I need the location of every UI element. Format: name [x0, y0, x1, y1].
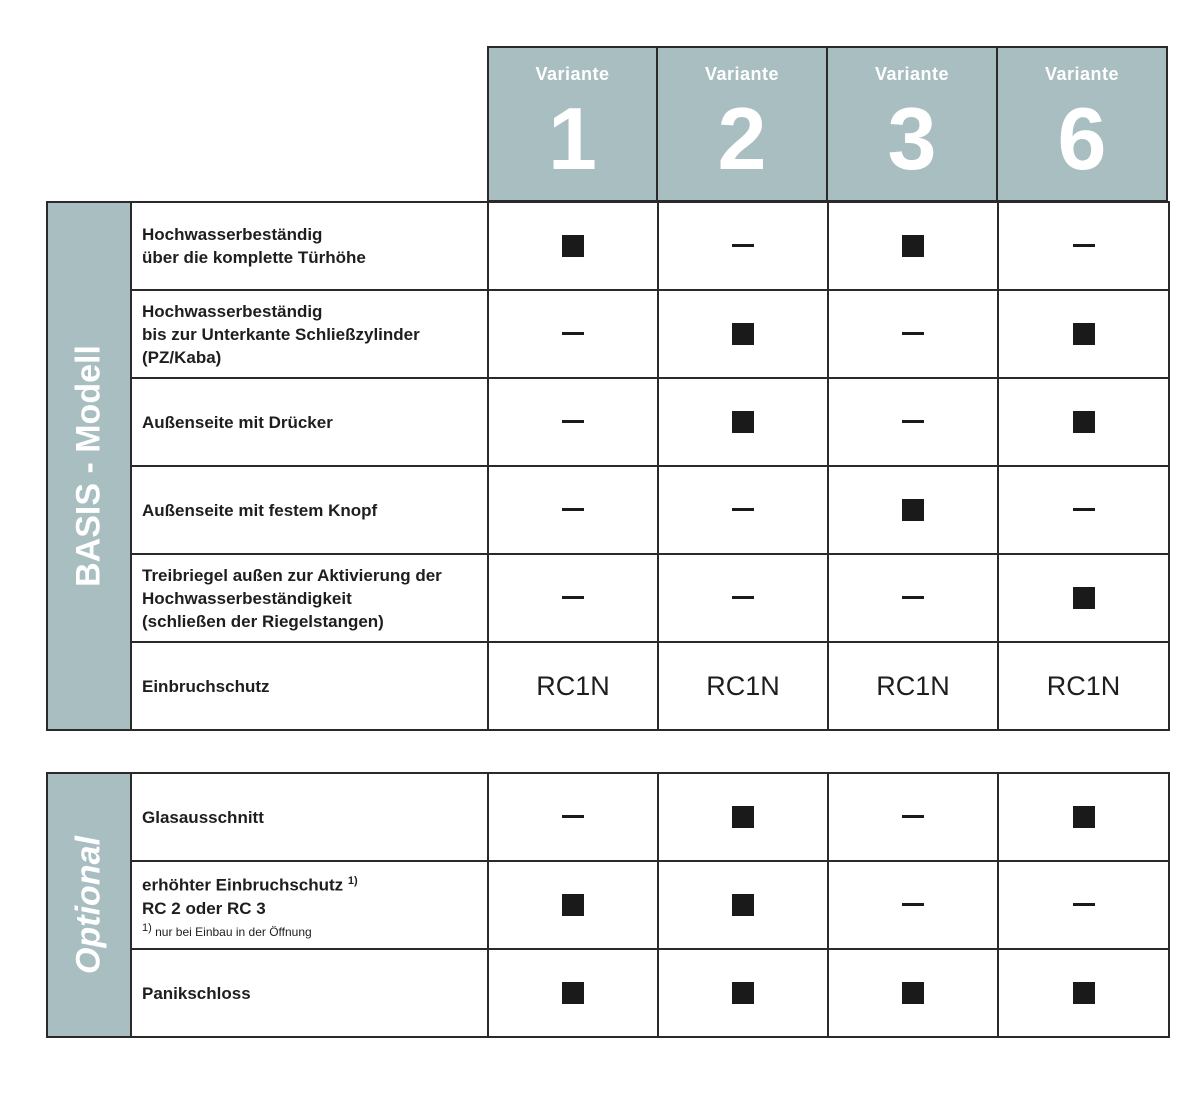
feature-line	[142, 675, 481, 698]
included-mark	[1073, 323, 1095, 345]
included-mark	[732, 411, 754, 433]
variant-cell	[998, 378, 1169, 466]
variant-cell	[828, 202, 998, 290]
feature-line-text: Panikschloss	[142, 983, 251, 1003]
not-included-mark	[562, 596, 584, 599]
feature-line	[142, 564, 481, 587]
variant-number: 3	[887, 89, 937, 188]
feature-line	[142, 806, 481, 829]
feature-line	[142, 982, 481, 1005]
optional-row	[47, 861, 1169, 949]
variant-cell	[658, 773, 828, 861]
variant-cell	[488, 290, 658, 378]
variant-header-3	[826, 46, 998, 202]
included-mark	[902, 499, 924, 521]
variant-cell	[998, 773, 1169, 861]
variant-cell	[658, 202, 828, 290]
not-included-mark	[902, 420, 924, 423]
feature-line	[142, 411, 481, 434]
not-included-mark	[732, 508, 754, 511]
feature-line-text: RC 2 oder RC 3	[142, 898, 266, 918]
feature-line	[142, 246, 481, 269]
rc-class-value: RC1N	[536, 670, 610, 701]
feature-label	[131, 773, 488, 861]
feature-line-text: Außenseite mit Drücker	[142, 412, 333, 432]
included-mark	[1073, 982, 1095, 1004]
feature-line-text: Außenseite mit festem Knopf	[142, 500, 378, 520]
feature-line-text: (PZ/Kaba)	[142, 347, 222, 367]
feature-line-text: erhöhter Einbruchschutz	[142, 875, 344, 895]
basis-section-label	[47, 202, 131, 730]
not-included-mark	[902, 596, 924, 599]
feature-line	[142, 610, 481, 633]
basis-table	[46, 201, 1170, 731]
included-mark	[1073, 587, 1095, 609]
included-mark	[902, 235, 924, 257]
included-mark	[732, 982, 754, 1004]
variant-cell	[828, 466, 998, 554]
variant-cell	[658, 949, 828, 1037]
feature-line-text: Einbruchschutz	[142, 676, 270, 696]
variant-cell	[828, 861, 998, 949]
basis-row	[47, 378, 1169, 466]
not-included-mark	[562, 332, 584, 335]
feature-line-text: Hochwasserbeständig	[142, 225, 323, 244]
not-included-mark	[902, 903, 924, 906]
variant-number: 1	[548, 89, 597, 188]
variant-cell	[658, 861, 828, 949]
optional-row	[47, 773, 1169, 861]
variant-cell	[488, 773, 658, 861]
basis-section-title: BASIS - Modell	[69, 345, 108, 587]
variant-cell	[488, 202, 658, 290]
feature-label	[131, 378, 488, 466]
variant-cell	[998, 642, 1169, 730]
included-mark	[902, 982, 924, 1004]
feature-label	[131, 290, 488, 378]
variant-cell	[488, 466, 658, 554]
included-mark	[732, 806, 754, 828]
variant-header-2	[656, 46, 828, 202]
feature-line	[142, 346, 481, 369]
feature-line-text: (schließen der Riegelstangen)	[142, 611, 384, 631]
variant-cell	[998, 861, 1169, 949]
not-included-mark	[562, 815, 584, 818]
variant-cell	[998, 202, 1169, 290]
feature-line	[142, 897, 481, 920]
footnote	[142, 920, 481, 940]
variant-cell	[488, 554, 658, 642]
variant-cell	[658, 642, 828, 730]
not-included-mark	[902, 332, 924, 335]
feature-label	[131, 202, 488, 290]
not-included-mark	[902, 815, 924, 818]
not-included-mark	[562, 420, 584, 423]
basis-row	[47, 554, 1169, 642]
basis-row	[47, 642, 1169, 730]
variant-header-1	[487, 46, 658, 202]
feature-label	[131, 554, 488, 642]
included-mark	[562, 235, 584, 257]
variant-cell	[828, 949, 998, 1037]
optional-section-title: Optional	[69, 836, 108, 974]
variant-cell	[658, 466, 828, 554]
variant-cell	[658, 554, 828, 642]
variant-cell	[828, 773, 998, 861]
variant-label: Variante	[704, 64, 780, 84]
feature-line	[142, 587, 481, 610]
variant-label: Variante	[535, 64, 610, 84]
variant-cell	[998, 290, 1169, 378]
variant-number: 6	[1057, 89, 1107, 188]
not-included-mark	[1073, 508, 1095, 511]
feature-label	[131, 949, 488, 1037]
included-mark	[732, 894, 754, 916]
variant-cell	[658, 378, 828, 466]
feature-line	[142, 870, 481, 897]
variant-cell	[488, 378, 658, 466]
rc-class-value: RC1N	[1046, 670, 1121, 701]
included-mark	[1073, 806, 1095, 828]
variant-cell	[488, 642, 658, 730]
not-included-mark	[732, 244, 754, 247]
basis-row	[47, 290, 1169, 378]
footnote-text: nur bei Einbau in der Öffnung	[155, 924, 312, 939]
not-included-mark	[732, 596, 754, 599]
optional-section-label	[47, 773, 131, 1037]
variant-cell	[828, 378, 998, 466]
feature-label	[131, 466, 488, 554]
not-included-mark	[1073, 244, 1095, 247]
feature-label	[131, 642, 488, 730]
included-mark	[1073, 411, 1095, 433]
footnote-mark: 1)	[142, 921, 152, 934]
feature-line-text: Hochwasserbeständigkeit	[142, 588, 352, 608]
footnote-ref: 1)	[347, 875, 358, 888]
variant-header-6	[996, 46, 1168, 202]
variant-cell	[828, 554, 998, 642]
feature-line	[142, 300, 481, 323]
variant-cell	[998, 466, 1169, 554]
variant-cell	[998, 554, 1169, 642]
feature-line	[142, 323, 481, 346]
variant-cell	[998, 949, 1169, 1037]
feature-line-text: bis zur Unterkante Schließzylinder	[142, 324, 420, 344]
included-mark	[732, 323, 754, 345]
variant-label: Variante	[874, 64, 950, 84]
feature-line-text: Glasausschnitt	[142, 807, 264, 827]
basis-row	[47, 466, 1169, 554]
included-mark	[562, 982, 584, 1004]
included-mark	[562, 894, 584, 916]
feature-line-text: Hochwasserbeständig	[142, 301, 323, 321]
variant-cell	[828, 642, 998, 730]
optional-row	[47, 949, 1169, 1037]
variant-number: 2	[717, 89, 767, 188]
feature-line	[142, 223, 481, 246]
feature-line-text: über die komplette Türhöhe	[142, 248, 366, 267]
basis-row	[47, 202, 1169, 290]
rc-class-value: RC1N	[706, 670, 780, 701]
optional-table	[46, 772, 1170, 1038]
feature-line-text: Treibriegel außen zur Aktivierung der	[142, 565, 442, 585]
feature-line	[142, 499, 481, 522]
variant-label: Variante	[1044, 64, 1120, 84]
variant-cell	[658, 290, 828, 378]
variant-cell	[828, 290, 998, 378]
variant-cell	[488, 949, 658, 1037]
variant-cell	[488, 861, 658, 949]
not-included-mark	[562, 508, 584, 511]
feature-label	[131, 861, 488, 949]
rc-class-value: RC1N	[876, 670, 950, 701]
not-included-mark	[1073, 903, 1095, 906]
